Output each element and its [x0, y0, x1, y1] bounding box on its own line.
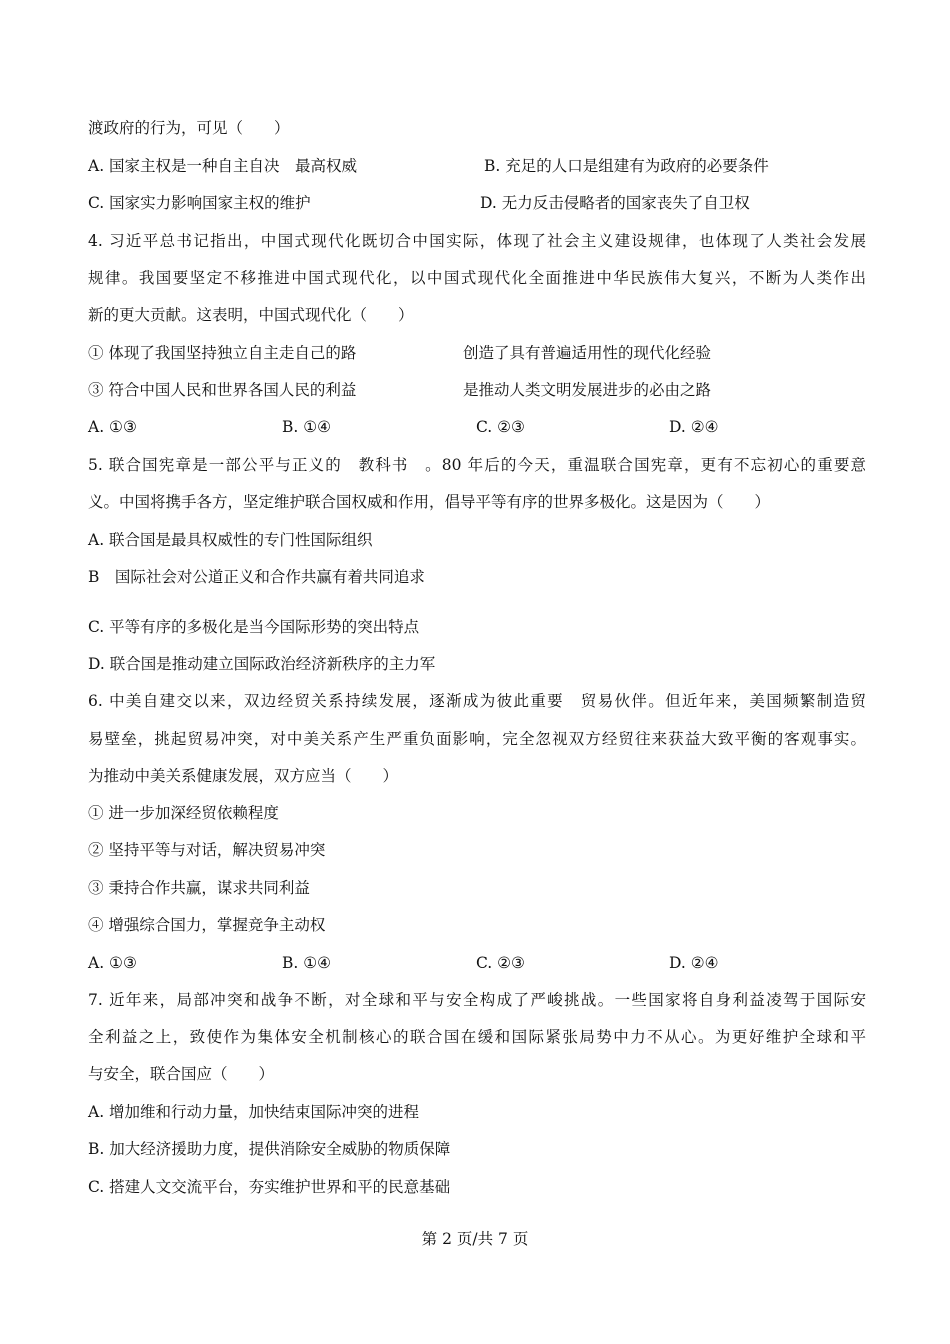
question-5-option-b: B 国际社会对公道正义和合作共赢有着共同追求: [88, 568, 425, 586]
question-6-stem-line-3: 为推动中美关系健康发展，双方应当（ ）: [88, 767, 399, 785]
question-7-stem-line-3: 与安全，联合国应（ ）: [88, 1065, 275, 1083]
question-5-option-a: A. 联合国是最具权威性的专门性国际组织: [88, 531, 373, 549]
question-7-stem-line-1: 7. 近年来，局部冲突和战争不断，对全球和平与安全构成了严峻挑战。一些国家将自身利益凌驾于国际安: [88, 991, 866, 1009]
question-3-option-c: C. 国家实力影响国家主权的维护: [88, 194, 311, 212]
question-6-statement-1: ① 进一步加深经贸依赖程度: [88, 804, 279, 822]
question-4-statement-3: ③ 符合中国人民和世界各国人民的利益: [88, 381, 357, 399]
question-4-stem-line-2: 规律。我国要坚定不移推进中国式现代化，以中国式现代化全面推进中华民族伟大复兴，不断为人类作出: [88, 269, 866, 287]
question-6-option-a: A. ①③: [88, 954, 137, 972]
question-3-option-d: D. 无力反击侵略者的国家丧失了自卫权: [480, 194, 750, 212]
question-7-option-b: B. 加大经济援助力度，提供消除安全威胁的物质保障: [88, 1140, 451, 1158]
question-5-option-c: C. 平等有序的多极化是当今国际形势的突出特点: [88, 618, 420, 636]
question-3-option-b: B. 充足的人口是组建有为政府的必要条件: [484, 157, 769, 175]
question-3-option-a: A. 国家主权是一种自主自决 最高权威: [88, 157, 358, 175]
question-7-stem-line-2: 全利益之上，致使作为集体安全机制核心的联合国在缓和国际紧张局势中力不从心。为更好维护全球和平: [88, 1028, 866, 1046]
question-7-option-c: C. 搭建人文交流平台，夯实维护世界和平的民意基础: [88, 1178, 451, 1196]
question-5-option-d: D. 联合国是推动建立国际政治经济新秩序的主力军: [88, 655, 436, 673]
question-4-option-b: B. ①④: [282, 418, 332, 436]
question-4-stem-line-3: 新的更大贡献。这表明，中国式现代化（ ）: [88, 306, 414, 324]
question-6-option-c: C. ②③: [476, 954, 525, 972]
question-4-statement-1: ① 体现了我国坚持独立自主走自己的路: [88, 344, 357, 362]
question-6-option-d: D. ②④: [669, 954, 719, 972]
question-4-statement-2: 创造了具有普遍适用性的现代化经验: [463, 344, 712, 362]
question-4-statement-4: 是推动人类文明发展进步的必由之路: [463, 381, 712, 399]
question-4-option-a: A. ①③: [88, 418, 137, 436]
question-6-option-b: B. ①④: [282, 954, 332, 972]
page-number-footer: 第 2 页/共 7 页: [421, 1230, 529, 1248]
question-6-stem-line-2: 易壁垒，挑起贸易冲突，对中美关系产生严重负面影响，完全忽视双方经贸往来获益大致平衡的客观事实。: [88, 730, 866, 748]
question-4-option-d: D. ②④: [669, 418, 719, 436]
question-3-stem-tail: 渡政府的行为，可见（ ）: [88, 119, 290, 137]
question-6-statement-2: ② 坚持平等与对话，解决贸易冲突: [88, 841, 326, 859]
question-5-stem-line-1: 5. 联合国宪章是一部公平与正义的 教科书 。80 年后的今天，重温联合国宪章，更有不忘初心的重要意: [88, 456, 866, 474]
question-7-option-a: A. 增加维和行动力量，加快结束国际冲突的进程: [88, 1103, 420, 1121]
question-5-stem-line-2: 义。中国将携手各方，坚定维护联合国权威和作用，倡导平等有序的世界多极化。这是因为（ ）: [88, 493, 771, 511]
question-6-statement-3: ③ 秉持合作共赢，谋求共同利益: [88, 879, 310, 897]
question-4-option-c: C. ②③: [476, 418, 525, 436]
question-6-statement-4: ④ 增强综合国力，掌握竞争主动权: [88, 916, 326, 934]
question-6-stem-line-1: 6. 中美自建交以来，双边经贸关系持续发展，逐渐成为彼此重要 贸易伙伴。但近年来，美国频繁制造贸: [88, 692, 866, 710]
question-4-stem-line-1: 4. 习近平总书记指出，中国式现代化既切合中国实际，体现了社会主义建设规律，也体现了人类社会发展: [88, 232, 866, 250]
